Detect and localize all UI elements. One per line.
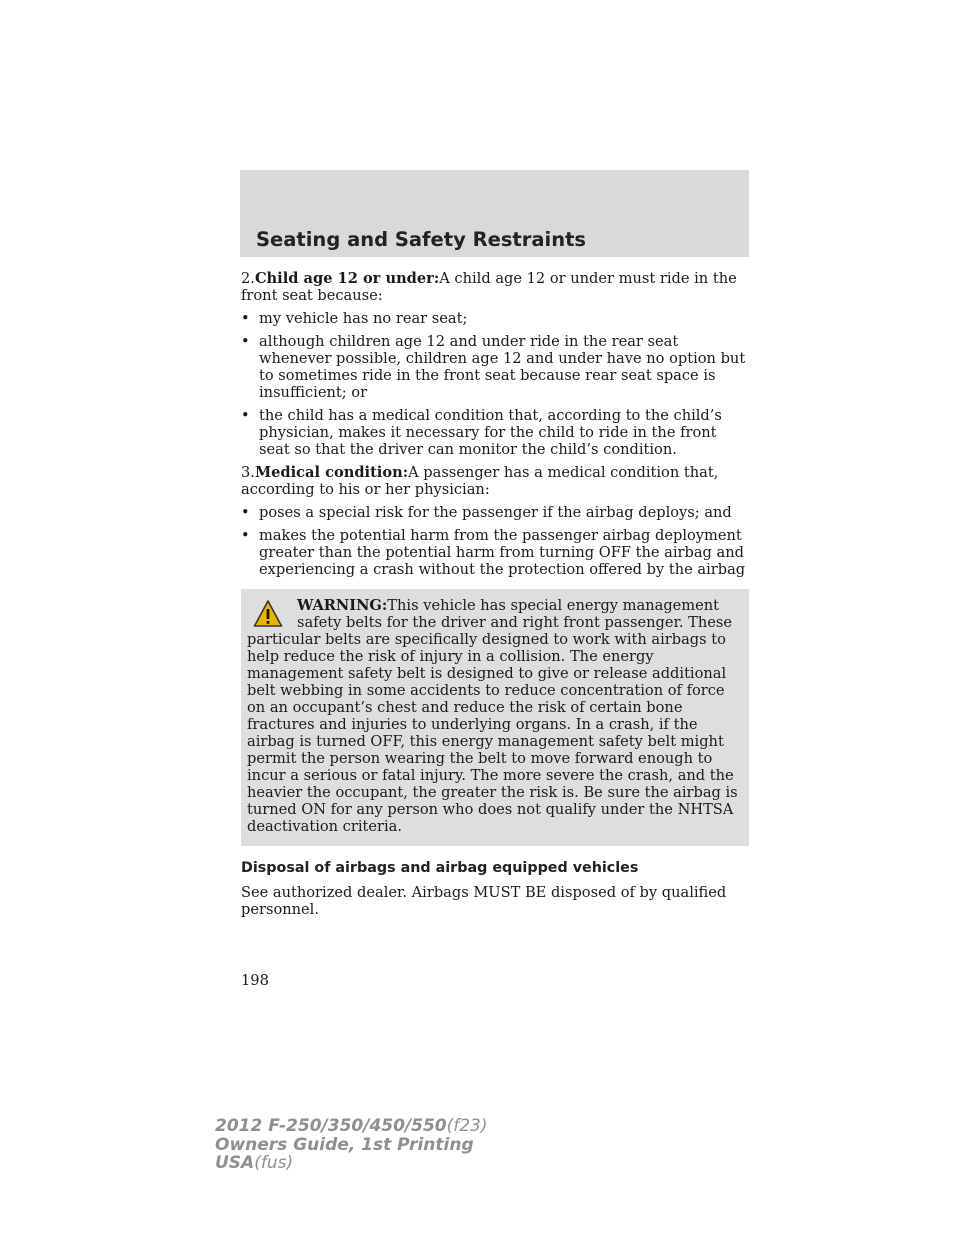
bullet-icon: •	[241, 504, 250, 521]
footer-model: 2012 F-250/350/450/550	[215, 1116, 447, 1136]
item-text: A child age 12 or under must ride in the front seat because:	[241, 270, 737, 304]
list-item-text: makes the potential harm from the passenger airbag deployment greater than the potential harm from turning OFF the airbag and experiencing a crash without the protection offered by the airbag	[259, 527, 746, 578]
list-item-text: although children age 12 and under ride in the rear seat whenever possible, children age 12 and under have no option but to sometimes ride in the front seat because rear seat space is insufficient; or	[259, 333, 746, 401]
warning-triangle-icon	[253, 599, 283, 629]
footer-market-code: (fus)	[254, 1153, 294, 1173]
list-item-text: my vehicle has no rear seat;	[259, 310, 468, 327]
item-label: Child age 12 or under:	[254, 270, 440, 287]
list-item	[241, 527, 749, 578]
warning-text: This vehicle has special energy management safety belts for the driver and right front passenger. These particular belts are specifically designed to work with airbags to help reduce the risk of injury in a collision. The energy management safety belt is designed to give or release additional belt webbing in some accidents to reduce concentration of force on an occupant’s chest and reduce the risk of certain bone fractures and injuries to underlying organs. In a crash, if the airbag is turned OFF, this energy management safety belt might permit the person wearing the belt to move forward enough to incur a serious or fatal injury. The more severe the crash, and the heavier the occupant, the greater the risk is. Be sure the airbag is turned ON for any person who does not qualify under the NHTSA deactivation criteria.	[247, 597, 738, 835]
footer-line-2: Owners Guide, 1st Printing	[215, 1134, 474, 1155]
item-text: A passenger has a medical condition that, according to his or her physician:	[241, 464, 719, 498]
disposal-heading: Disposal of airbags and airbag equipped vehicles	[241, 860, 639, 876]
warning-box	[241, 589, 749, 846]
page-number: 198	[241, 972, 269, 989]
footer-model-code: (f23)	[446, 1116, 488, 1136]
footer-line-1	[215, 1117, 488, 1136]
medical-conditions-list	[241, 504, 749, 578]
numbered-item-3	[241, 464, 749, 498]
bullet-icon: •	[241, 527, 250, 544]
list-item-text: the child has a medical condition that, according to the child’s physician, makes it necessary for the child to ride in the front seat so that the driver can monitor the child’s condition.	[259, 407, 722, 458]
section-header-band	[240, 170, 749, 257]
list-item	[241, 333, 749, 401]
bullet-icon: •	[241, 310, 250, 327]
item-number: 2.	[241, 270, 255, 287]
list-item	[241, 504, 749, 521]
bullet-icon: •	[241, 333, 250, 350]
list-item-text: poses a special risk for the passenger if the airbag deploys; and	[259, 504, 732, 521]
list-item	[241, 407, 749, 458]
footer-line-3	[215, 1154, 488, 1173]
child-conditions-list	[241, 310, 749, 458]
numbered-item-2	[241, 270, 749, 304]
document-footer	[215, 1117, 488, 1173]
disposal-text: See authorized dealer. Airbags MUST BE disposed of by qualified personnel.	[241, 884, 727, 918]
warning-label: WARNING:	[297, 597, 388, 614]
bullet-icon: •	[241, 407, 250, 424]
list-item	[241, 310, 749, 327]
section-title: Seating and Safety Restraints	[256, 228, 587, 251]
page-content	[241, 270, 749, 924]
item-label: Medical condition:	[254, 464, 409, 481]
item-number: 3.	[241, 464, 255, 481]
footer-market: USA	[215, 1153, 255, 1173]
